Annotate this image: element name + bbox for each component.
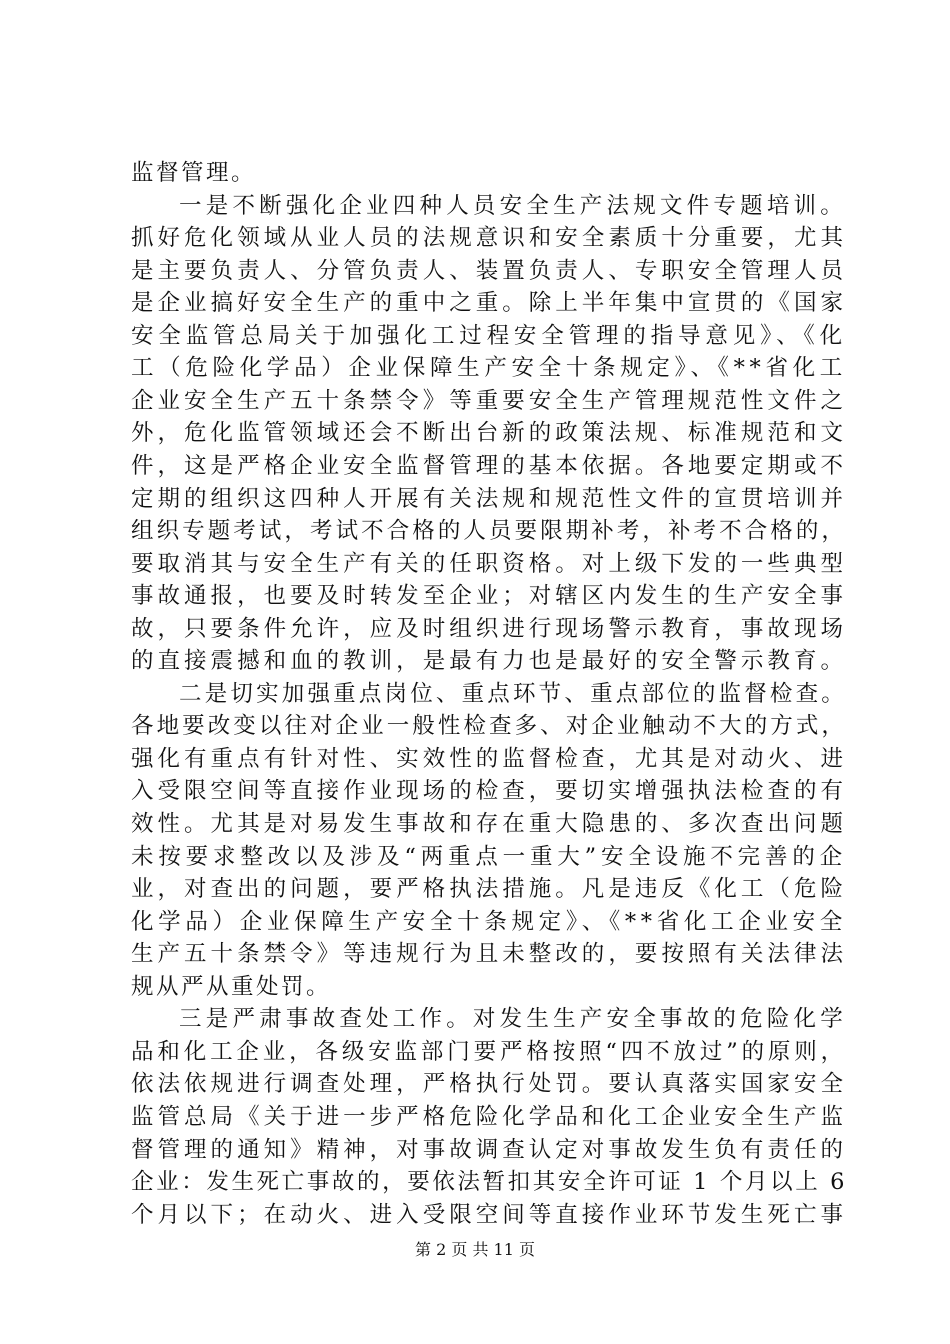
text-line: 效性。尤其是对易发生事故和存在重大隐患的、多次查出问题 xyxy=(131,811,847,837)
text-line: 督管理的通知》精神，对事故调查认定对事故发生负有责任的 xyxy=(131,1136,847,1163)
text-line: 业，对查出的问题，要严格执法措施。凡是违反《化工（危险 xyxy=(131,876,847,903)
text-line: 品和化工企业，各级安监部门要严格按照“四不放过”的原则， xyxy=(131,1038,847,1065)
text-line: 生产五十条禁令》等违规行为且未整改的，要按照有关法律法 xyxy=(131,941,847,968)
text-line: 未按要求整改以及涉及“两重点一重大”安全设施不完善的企 xyxy=(131,843,847,870)
text-line: 个月以下；在动火、进入受限空间等直接作业环节发生死亡事 xyxy=(131,1201,847,1228)
text-line: 入受限空间等直接作业现场的检查，要切实增强执法检查的有 xyxy=(131,778,847,805)
text-line: 规从严从重处罚。 xyxy=(131,973,332,1000)
text-line: 安全监管总局关于加强化工过程安全管理的指导意见》、《化 xyxy=(131,322,847,349)
text-line: 事故通报，也要及时转发至企业；对辖区内发生的生产安全事 xyxy=(131,583,847,610)
text-line: 三是严肃事故查处工作。对发生生产安全事故的危险化学 xyxy=(179,1006,847,1033)
text-line: 是主要负责人、分管负责人、装置负责人、专职安全管理人员 xyxy=(131,257,847,284)
text-line: 依法依规进行调查处理，严格执行处罚。要认真落实国家安全 xyxy=(131,1071,847,1098)
text-line: 化学品）企业保障生产安全十条规定》、《**省化工企业安全 xyxy=(131,908,847,935)
text-line: 故，只要条件允许，应及时组织进行现场警示教育，事故现场 xyxy=(131,615,847,642)
text-line: 要取消其与安全生产有关的任职资格。对上级下发的一些典型 xyxy=(131,550,847,577)
text-line: 企业安全生产五十条禁令》等重要安全生产管理规范性文件之 xyxy=(131,387,847,414)
text-line: 二是切实加强重点岗位、重点环节、重点部位的监督检查。 xyxy=(179,680,847,707)
text-line: 件，这是严格企业安全监督管理的基本依据。各地要定期或不 xyxy=(131,452,847,479)
text-line: 的直接震撼和血的教训，是最有力也是最好的安全警示教育。 xyxy=(131,648,847,675)
text-line: 一是不断强化企业四种人员安全生产法规文件专题培训。 xyxy=(179,192,847,219)
text-line: 监督管理。 xyxy=(131,160,257,186)
text-line: 各地要改变以往对企业一般性检查多、对企业触动不大的方式， xyxy=(131,713,847,740)
text-line: 监管总局《关于进一步严格危险化学品和化工企业安全生产监 xyxy=(131,1103,847,1130)
text-line: 组织专题考试，考试不合格的人员要限期补考，补考不合格的， xyxy=(131,518,847,545)
text-line: 抓好危化领域从业人员的法规意识和安全素质十分重要，尤其 xyxy=(131,225,847,252)
text-line: 工（危险化学品）企业保障生产安全十条规定》、《**省化工 xyxy=(131,355,847,382)
page-footer: 第 2 页 共 11 页 xyxy=(415,1240,535,1259)
text-line: 定期的组织这四种人开展有关法规和规范性文件的宣贯培训并 xyxy=(131,485,847,512)
text-line: 企业：发生死亡事故的，要依法暂扣其安全许可证 1 个月以上 6 xyxy=(131,1169,847,1196)
text-line: 外，危化监管领域还会不断出台新的政策法规、标准规范和文 xyxy=(131,420,847,447)
text-line: 强化有重点有针对性、实效性的监督检查，尤其是对动火、进 xyxy=(131,745,847,772)
text-line: 是企业搞好安全生产的重中之重。除上半年集中宣贯的《国家 xyxy=(131,290,847,317)
